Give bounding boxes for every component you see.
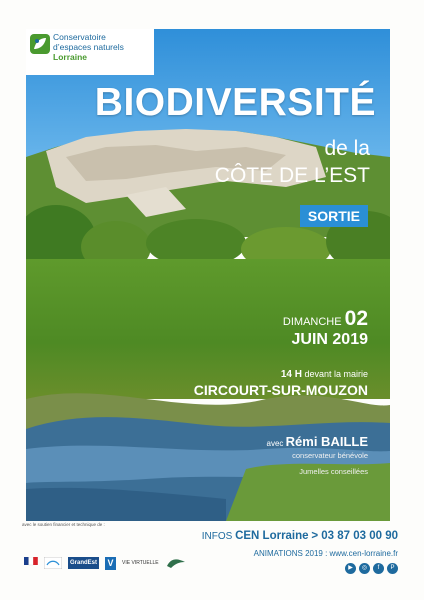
event-weekday: DIMANCHE — [282, 316, 342, 328]
logo-line3: Lorraine — [53, 52, 88, 62]
guide-name: Rémi BAILLE — [285, 434, 368, 449]
cen-leaf-icon — [30, 34, 50, 54]
facebook-icon[interactable]: f — [373, 563, 384, 574]
grand-est-logo: GrandEst — [68, 557, 99, 569]
pinterest-icon[interactable]: P — [387, 563, 398, 574]
infos-phone[interactable]: > 03 87 03 00 90 — [311, 530, 398, 542]
social-icons — [345, 563, 398, 574]
partner-logos — [24, 556, 187, 570]
infos-org: CEN Lorraine — [235, 530, 309, 542]
logo-line2: d’espaces naturels — [53, 42, 124, 52]
poster-title: BIODIVERSITÉ — [94, 81, 376, 124]
cen-logo-text — [53, 32, 124, 62]
vittel-logo-text: VIE VIRTUELLE — [122, 560, 159, 566]
event-town: CIRCOURT-SUR-MOUZON — [193, 382, 368, 398]
natura-bird-icon — [165, 556, 187, 570]
footer-infos — [202, 530, 398, 542]
guide-line — [267, 434, 368, 449]
republique-francaise-icon — [24, 557, 38, 569]
guide-tip: Jumelles conseillées — [299, 467, 368, 476]
logo-line1: Conservatoire — [53, 32, 106, 42]
agence-eau-icon — [44, 557, 62, 569]
footer-animations-link[interactable]: ANIMATIONS 2019 : www.cen-lorraine.fr — [253, 549, 398, 558]
event-month-year: JUIN 2019 — [291, 331, 368, 348]
guide-role: conservateur bénévole — [292, 451, 368, 460]
support-text: avec le soutien financier et technique de : — [22, 522, 105, 527]
sortie-badge: SORTIE — [300, 205, 368, 227]
event-time — [281, 369, 368, 380]
youtube-icon[interactable]: ▶ — [345, 563, 356, 574]
subtitle-line1: de la — [324, 137, 370, 160]
landscape-photo — [26, 29, 390, 521]
event-date — [283, 307, 368, 331]
instagram-icon[interactable]: ◎ — [359, 563, 370, 574]
event-day: 02 — [344, 307, 368, 330]
infos-label: INFOS — [201, 531, 233, 542]
guide-prefix: avec — [266, 439, 284, 448]
cen-logo[interactable] — [26, 29, 154, 75]
event-hour: 14 H — [280, 369, 302, 380]
event-meeting-point: devant la mairie — [304, 369, 368, 379]
subtitle-line2: CÔTE DE L’EST — [214, 164, 370, 187]
vittel-logo: V — [105, 557, 116, 570]
